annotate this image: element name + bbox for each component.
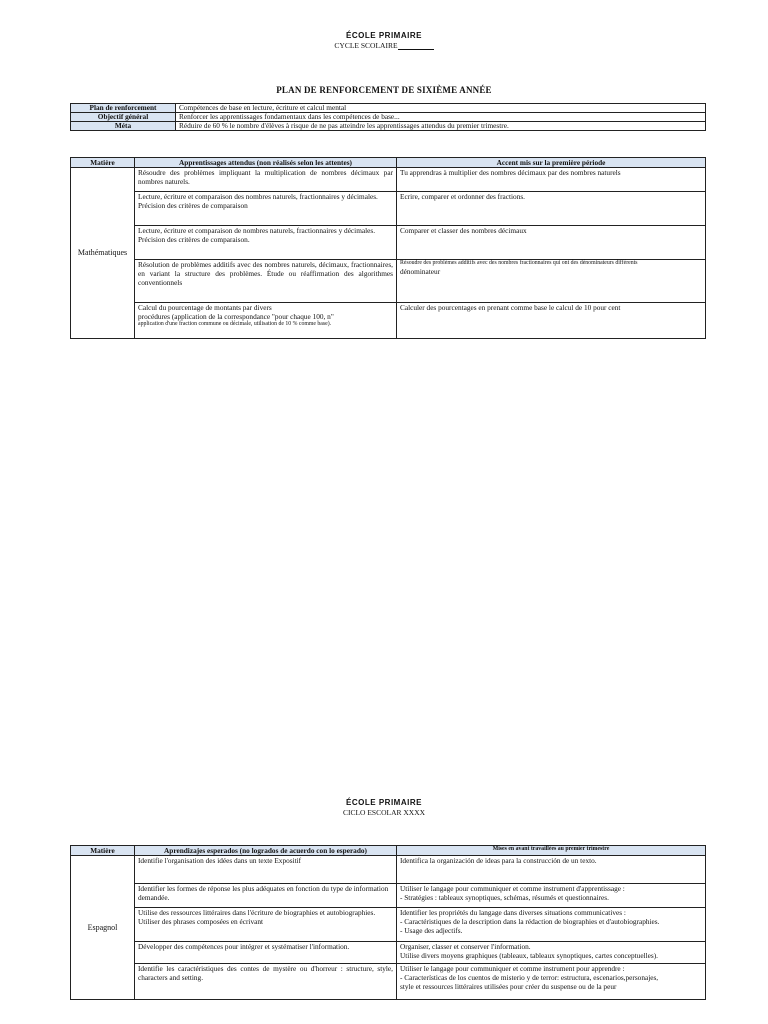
focus-text: dénominateur	[400, 267, 441, 277]
col-header-subject: Matière	[71, 846, 135, 856]
focus-cell	[397, 964, 706, 1000]
learning-cell	[135, 908, 397, 942]
focus-cell	[397, 260, 706, 303]
learning-text: Précision des critères de comparaison	[138, 201, 248, 211]
learning-text: Lecture, écriture et comparaison des nombres naturels, fractionnaires y décimales.	[138, 192, 378, 202]
school-cycle	[0, 42, 768, 50]
learning-cell: Identifier les formes de réponse les plus adéquates en fonction du type de information demandée.	[135, 884, 397, 908]
focus-cell	[397, 942, 706, 964]
plan-row	[71, 122, 706, 131]
plan-row-value: Renforcer les apprentissages fondamentaux dans les compétences de base...	[176, 113, 706, 122]
math-table	[70, 157, 706, 339]
focus-text: Résoudre des problèmes additifs avec des nombres fractionnaires qui ont des dénominateurs différents	[400, 260, 638, 267]
focus-text: Utiliser le langage pour communiquer et comme instrument pour apprendre :	[400, 964, 625, 974]
spanish-table	[70, 845, 706, 1000]
focus-text: Utilise divers moyens graphiques (tableaux, tableaux synoptiques, cartes conceptuelles).	[400, 951, 658, 961]
focus-text: style et ressources littéraires utilisées pour créer du suspense ou de la peur	[400, 982, 617, 992]
table-row	[71, 964, 706, 1000]
plan-row-label: Plan de renforcement	[71, 104, 176, 113]
col-header-learning: Aprendizajes esperados (no logrados de acuerdo con lo esperado)	[135, 846, 397, 856]
learning-cell	[135, 192, 397, 226]
focus-cell: Comparer et classer des nombres décimaux	[397, 226, 706, 260]
page-title: PLAN DE RENFORCEMENT DE SIXIÈME ANNÉE	[276, 85, 492, 95]
learning-text: procédures (application de la correspondance "pour chaque 100, n"	[138, 312, 334, 322]
learning-cell: Identifie les caractéristiques des contes de mystère ou d'horreur : structure, style, characters and setting.	[135, 964, 397, 1000]
learning-text: Utilise des ressources littéraires dans l'écriture de biographies et autobiographies.	[138, 908, 376, 918]
col-header-learning: Apprentissages attendus (non réalisés selon les attentes)	[135, 158, 397, 168]
learning-text: Calcul du pourcentage de montants par divers	[138, 303, 272, 313]
table-row	[71, 168, 706, 192]
focus-text: - Stratégies : tableaux synoptiques, schémas, résumés et questionnaires.	[400, 893, 609, 903]
focus-text: Identifier les propriétés du langage dans diverses situations communicatives :	[400, 908, 626, 918]
plan-table	[70, 103, 706, 131]
school-name: ÉCOLE PRIMAIRE	[346, 798, 422, 807]
learning-cell	[135, 303, 397, 339]
table-header-row	[71, 846, 706, 856]
plan-row-label: Objectif général	[71, 113, 176, 122]
focus-cell: Identifica la organización de ideas para la construcción de un texto.	[397, 856, 706, 884]
focus-cell: Ecrire, comparer et ordonner des fractions.	[397, 192, 706, 226]
subject-cell: Mathématiques	[71, 168, 135, 339]
focus-cell: Calculer des pourcentages en prenant comme base le calcul de 10 pour cent	[397, 303, 706, 339]
focus-text: Organiser, classer et conserver l'information.	[400, 942, 531, 952]
learning-text: Précision des critères de comparaison.	[138, 235, 250, 245]
learning-cell: Identifie l'organisation des idées dans un texte Expositif	[135, 856, 397, 884]
focus-cell	[397, 884, 706, 908]
table-row	[71, 303, 706, 339]
learning-text: application d'une fraction commune ou décimale, utilisation de 10 % comme base).	[138, 321, 332, 328]
col-header-subject: Matière	[71, 158, 135, 168]
table-header-row	[71, 158, 706, 168]
page1-header	[0, 26, 768, 50]
learning-text: Lecture, écriture et comparaison de nombres naturels, fractionnaires y décimales.	[138, 226, 376, 236]
subject-cell: Espagnol	[71, 856, 135, 1000]
plan-row-label: Méta	[71, 122, 176, 131]
learning-cell: Résolution de problèmes additifs avec des nombres naturels, décimaux, fractionnaires, en variant la structure des problèmes. Étude ou réaffirmation des algorithmes conventionnels	[135, 260, 397, 303]
focus-text: - Usage des adjectifs.	[400, 926, 463, 936]
table-row	[71, 884, 706, 908]
cycle-label: CYCLE SCOLAIRE	[334, 41, 398, 50]
learning-text: Utiliser des phrases composées en écrivant	[138, 917, 264, 927]
cycle-blank	[398, 43, 434, 50]
page2-header	[0, 793, 768, 817]
focus-text: Utiliser le langage pour communiquer et comme instrument d'apprentissage :	[400, 884, 625, 894]
focus-cell	[397, 908, 706, 942]
learning-cell: Développer des compétences pour intégrer et systématiser l'information.	[135, 942, 397, 964]
focus-text: - Características de los cuentos de misterio y de terror: estructura, escenarios,personajes,	[400, 973, 659, 983]
learning-cell	[135, 226, 397, 260]
focus-cell: Tu apprendras à multiplier des nombres décimaux par des nombres naturels	[397, 168, 706, 192]
plan-row-value: Compétences de base en lecture, écriture et calcul mental	[176, 104, 706, 113]
table-row	[71, 192, 706, 226]
col-header-focus: Accent mis sur la première période	[397, 158, 706, 168]
table-row	[71, 908, 706, 942]
table-row	[71, 942, 706, 964]
table-row	[71, 260, 706, 303]
school-cycle: CICLO ESCOLAR XXXX	[342, 808, 426, 817]
col-header-focus: Mises en avant travaillées au premier trimestre	[397, 846, 706, 856]
table-row	[71, 226, 706, 260]
learning-cell: Résoudre des problèmes impliquant la multiplication de nombres décimaux par nombres naturels.	[135, 168, 397, 192]
plan-row-value: Réduire de 60 % le nombre d'élèves à risque de ne pas atteindre les apprentissages attendus du premier trimestre.	[176, 122, 706, 131]
school-name: ÉCOLE PRIMAIRE	[346, 31, 422, 40]
focus-text: - Caractéristiques de la description dans la rédaction de biographies et d'autobiographies.	[400, 917, 660, 927]
table-row	[71, 856, 706, 884]
